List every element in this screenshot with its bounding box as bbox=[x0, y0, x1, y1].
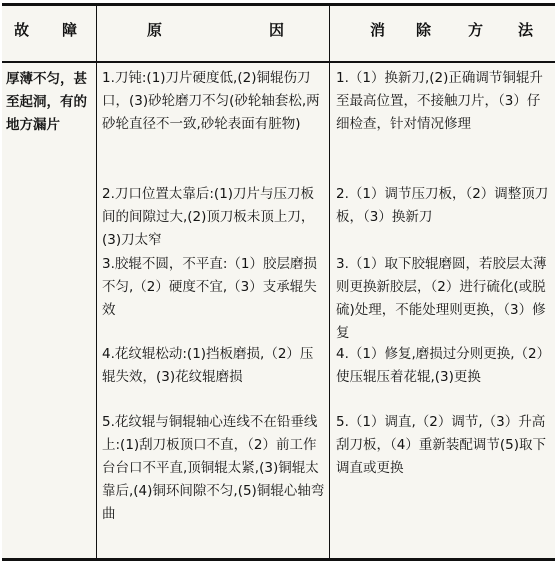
remedy-item-5: 5.（1）调直,（2）调节,（3）升高刮刀板，（4）重新装配调节(5)取下调直或更换 bbox=[336, 414, 546, 476]
header-remedy-char-2: 除 bbox=[416, 21, 432, 39]
cause-item-3: 3.胶辊不圆，不平直:（1）胶层磨损不匀,（2）硬度不宜,（3）支承辊失效 bbox=[102, 256, 318, 318]
cause-item-2: 2.刀口位置太靠后:(1)刀片与压刀板间的间隙过大,(2)顶刀板未顶上刀，(3)刀太窄 bbox=[102, 186, 315, 248]
header-remedy-char-1: 消 bbox=[370, 21, 386, 39]
header-remedy-char-4: 法 bbox=[518, 21, 534, 39]
header-rule bbox=[2, 61, 555, 63]
cause-item-5: 5.花纹辊与铜辊轴心连线不在铅垂线上:(1)刮刀板顶口不直，（2）前工作台台口不平直,顶铜辊太紧,(3)铜辊太靠后,(4)铜环间隙不匀,(5)铜辊心轴弯曲 bbox=[102, 414, 325, 522]
header-remedy-char-3: 方 bbox=[468, 21, 484, 39]
table-top-rule bbox=[2, 3, 555, 6]
remedy-item-4: 4.（1）修复,磨损过分则更换,（2）使压辊压着花辊,(3)更换 bbox=[336, 346, 551, 385]
fault-table bbox=[2, 3, 555, 561]
remedy-item-2: 2.（1）调节压刀板，（2）调整顶刀板，（3）换新刀 bbox=[336, 186, 549, 225]
fault-description: 厚薄不匀，甚至起洞，有的地方漏片 bbox=[6, 71, 87, 133]
table-bottom-rule bbox=[2, 558, 555, 561]
remedy-item-3: 3.（1）取下胶辊磨圆，若胶层太薄则更换新胶层，（2）进行硫化(或脱硫)处理，不能处理则更换，（3）修复 bbox=[336, 256, 547, 341]
header-cause-char-1: 原 bbox=[147, 21, 163, 39]
remedy-item-1: 1.（1）换新刀,(2)正确调节铜辊升至最高位置，不接触刀片，（3）仔细检查，针对情况修理 bbox=[336, 70, 543, 132]
header-cause-char-2: 因 bbox=[269, 21, 285, 39]
cause-item-1: 1.刀钝:(1)刀片硬度低,(2)铜辊伤刀口，(3)砂轮磨刀不匀(砂轮轴套松,两砂轮直径不一致,砂轮表面有脏物) bbox=[102, 70, 320, 132]
header-fault-char-1: 故 bbox=[14, 21, 30, 39]
column-divider-2 bbox=[329, 3, 330, 561]
column-divider-1 bbox=[96, 3, 97, 561]
cause-item-4: 4.花纹辊松动:(1)挡板磨损,（2）压辊失效，(3)花纹辊磨损 bbox=[102, 346, 314, 385]
header-fault-char-2: 障 bbox=[62, 21, 78, 39]
